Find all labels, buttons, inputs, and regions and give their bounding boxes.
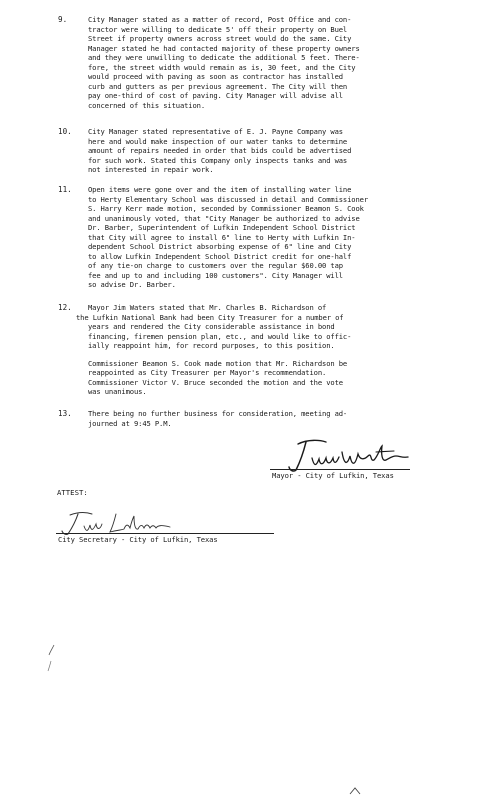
- item-paragraph: [76, 303, 468, 397]
- paragraph-line: ially reappoint him, for record purposes, to this position.: [88, 341, 335, 351]
- item-paragraph: [88, 127, 468, 175]
- paragraph-line: Mayor Jim Waters stated that Mr. Charles B. Richardson of: [88, 303, 327, 312]
- paragraph-line: dependent School District absorbing expense of 6" line and City: [88, 242, 352, 252]
- paragraph-line: so advise Dr. Barber.: [88, 280, 176, 290]
- paragraph-line: to allow Lufkin Independent School District credit for one-half: [88, 251, 352, 261]
- paragraph-line: City Manager stated representative of E. J. Payne Company was: [88, 127, 343, 136]
- item-number: 13.: [58, 409, 72, 418]
- paragraph-line: was unanimous.: [88, 387, 147, 397]
- paragraph-line: here and would make inspection of our water tanks to determine: [88, 136, 348, 146]
- attest-label: ATTEST:: [57, 488, 88, 497]
- paragraph-line: financing, firemen pension plan, etc., and would like to offic-: [88, 331, 352, 341]
- item-number: 10.: [58, 127, 72, 136]
- paragraph-line: Open items were gone over and the item of installing water line: [88, 185, 352, 194]
- paragraph-line: years and rendered the City considerable assistance in bond: [88, 322, 335, 332]
- paragraph-line: that City will agree to install 6" line to Herty with Lufkin In-: [88, 232, 356, 242]
- paragraph-line: S. Harry Kerr made motion, seconded by Commissioner Beamon S. Cook: [88, 204, 364, 214]
- paragraph-line: tractor were willing to dedicate 5' off their property on Buel: [88, 24, 348, 34]
- scan-speck-mark: [348, 786, 362, 796]
- paragraph-line: pay one-third of cost of paving. City Manager will advise all: [88, 91, 343, 101]
- paragraph-line: Manager stated he had contacted majority of these property owners: [88, 43, 360, 53]
- paragraph-line: Commissioner Beamon S. Cook made motion that Mr. Richardson be: [88, 358, 348, 368]
- paragraph-line: curb and gutters as per previous agreement. The City will then: [88, 81, 348, 91]
- paragraph-line: and unanimously voted, that "City Manager be authorized to advise: [88, 213, 360, 223]
- paragraph-line: Street if property owners across street would do the same. City: [88, 34, 352, 44]
- paragraph-line: City Manager stated as a matter of record, Post Office and con-: [88, 15, 352, 24]
- paragraph-line: would proceed with paving as soon as contractor has installed: [88, 72, 343, 82]
- secretary-signature-image: [58, 508, 188, 536]
- mayor-caption: Mayor - City of Lufkin, Texas: [272, 471, 394, 480]
- paragraph-line: of any tie-on charge to customers over the regular $60.00 tap: [88, 261, 343, 271]
- item-number: 11.: [58, 185, 72, 194]
- paragraph-line: journed at 9:45 P.M.: [88, 418, 172, 428]
- paragraph-line: [88, 351, 468, 359]
- paragraph-line: Commissioner Victor V. Bruce seconded the motion and the vote: [88, 377, 343, 387]
- secretary-caption: City Secretary - City of Lufkin, Texas: [58, 535, 218, 544]
- paragraph-line: and they were unwilling to dedicate the additional 5 feet. There-: [88, 53, 360, 63]
- paragraph-line: fee and up to and including 100 customers". City Manager will: [88, 270, 343, 280]
- paragraph-line: the Lufkin National Bank had been City Treasurer for a number of: [76, 312, 344, 322]
- secretary-signature-block: [56, 508, 296, 548]
- item-paragraph: [88, 185, 468, 290]
- secretary-signature-line: [56, 533, 274, 534]
- scan-margin-mark: [44, 643, 58, 675]
- paragraph-line: Dr. Barber, Superintendent of Lufkin Independent School District: [88, 223, 356, 233]
- paragraph-line: for such work. Stated this Company only inspects tanks and was: [88, 155, 348, 165]
- mayor-signature-line: [270, 469, 410, 470]
- paragraph-line: to Herty Elementary School was discussed in detail and Commissioner: [88, 194, 368, 204]
- paragraph-line: amount of repairs needed in order that bids could be advertised: [88, 146, 352, 156]
- paragraph-line: fore, the street width would remain as is, 30 feet, and the City: [88, 62, 356, 72]
- paragraph-line: concerned of this situation.: [88, 100, 206, 110]
- paragraph-line: There being no further business for consideration, meeting ad-: [88, 409, 348, 418]
- item-number: 9.: [58, 15, 68, 24]
- paragraph-line: reappointed as City Treasurer per Mayor's recommendation.: [88, 368, 327, 378]
- paragraph-line: not interested in repair work.: [88, 165, 214, 175]
- item-number: 12.: [58, 303, 72, 312]
- item-paragraph: [88, 15, 468, 110]
- mayor-signature-block: [262, 436, 462, 486]
- item-paragraph: [88, 409, 468, 428]
